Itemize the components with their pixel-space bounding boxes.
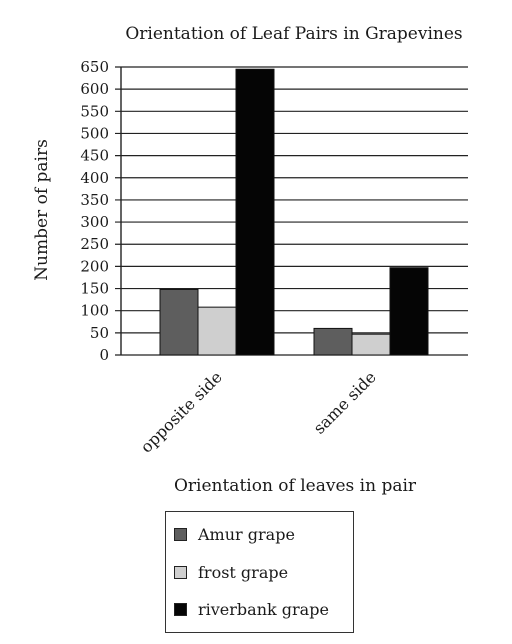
y-tick-label: 550 (80, 102, 109, 121)
legend-item (174, 523, 295, 545)
legend-item (174, 561, 288, 583)
y-tick-label: 400 (80, 168, 109, 187)
x-tick-label: opposite side (136, 367, 226, 457)
legend-swatch-amur (174, 528, 187, 541)
legend-swatch-riverbank (174, 603, 187, 616)
y-tick-label: 150 (80, 279, 109, 298)
x-tick-label: same side (309, 367, 380, 438)
bar (352, 334, 390, 355)
y-tick-label: 0 (99, 346, 109, 364)
y-tick-labels (80, 58, 109, 364)
y-axis-label: Number of pairs (32, 139, 52, 281)
y-tick-label: 50 (89, 323, 109, 342)
legend-swatch-frost (174, 566, 187, 579)
y-tick-label: 650 (80, 58, 109, 76)
bar (390, 268, 428, 355)
y-tick-label: 100 (80, 301, 109, 320)
y-tick-label: 300 (80, 213, 109, 232)
y-tick-label: 450 (80, 146, 109, 165)
bar (314, 328, 352, 355)
legend (165, 511, 354, 633)
bar (236, 69, 274, 355)
y-tick-label: 500 (80, 124, 109, 143)
chart-title: Orientation of Leaf Pairs in Grapevines (125, 24, 463, 44)
legend-label: frost grape (198, 562, 289, 582)
y-tick-label: 200 (80, 257, 109, 276)
x-axis-label: Orientation of leaves in pair (173, 476, 417, 496)
y-tick-label: 250 (80, 235, 109, 254)
bar (160, 289, 198, 355)
legend-item (174, 598, 329, 620)
y-tick-label: 600 (80, 80, 109, 99)
legend-label: Amur grape (198, 524, 295, 544)
legend-label: riverbank grape (198, 599, 329, 619)
x-tick-labels (137, 367, 380, 456)
bar (198, 307, 236, 355)
bars (160, 69, 428, 355)
y-tick-label: 350 (80, 190, 109, 209)
